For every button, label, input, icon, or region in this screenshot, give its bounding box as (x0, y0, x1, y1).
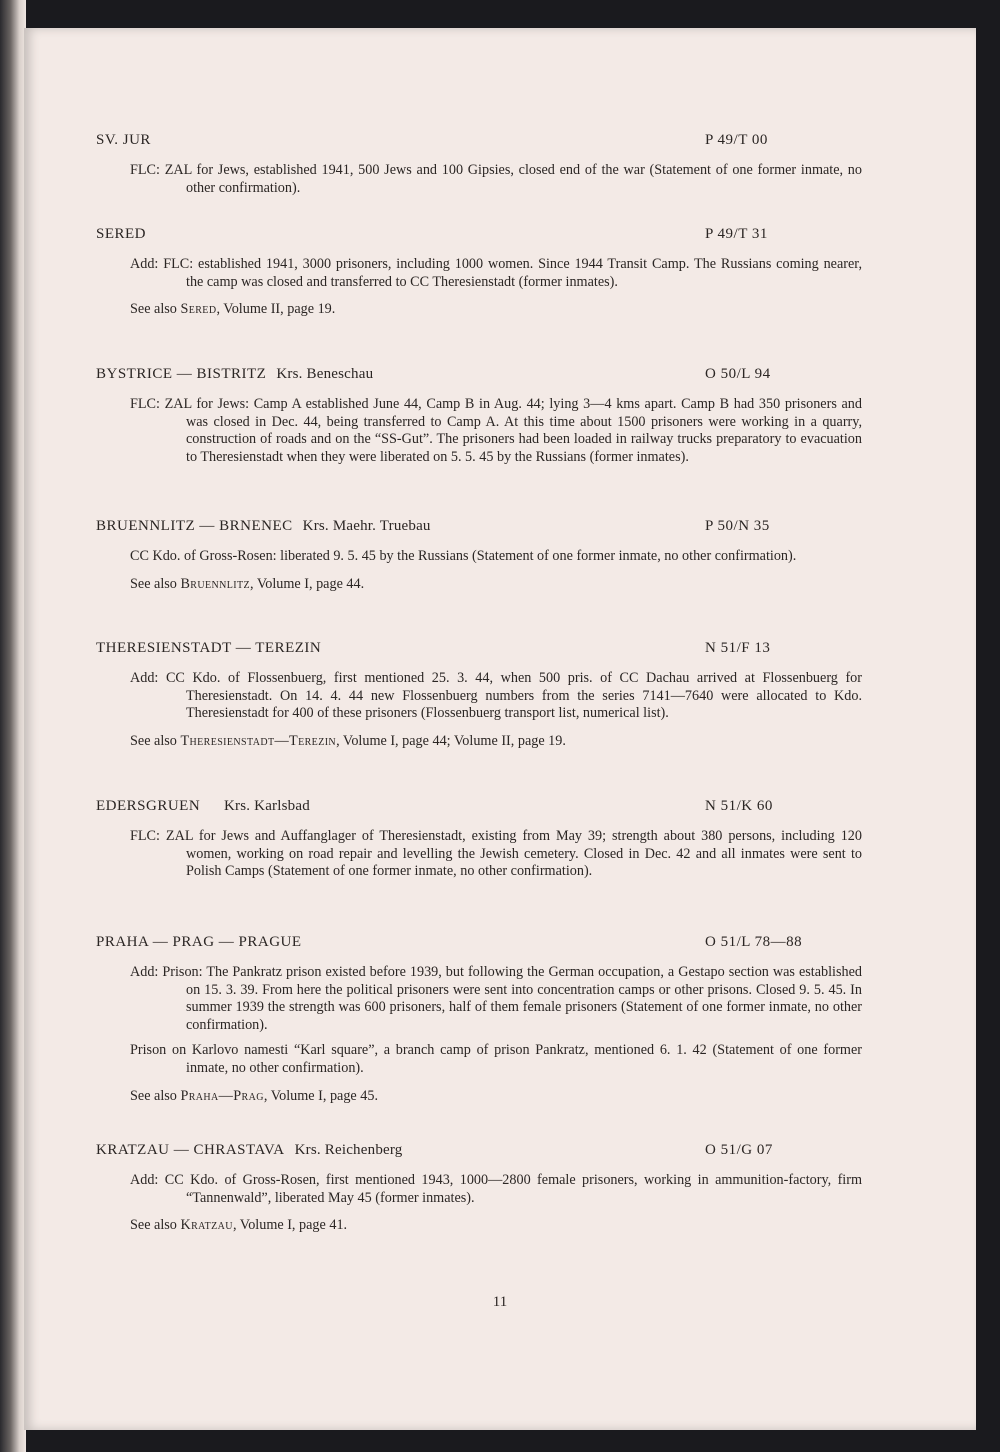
district-name: Krs. Karlsbad (224, 798, 310, 814)
entry-paragraph: Prison on Karlovo namesti “Karl square”, a branch camp of prison Pankratz, mentioned 6. 1. 42 (Statement of one former inmate, no other confirmation). (130, 1042, 862, 1076)
entry-heading (24, 934, 976, 956)
entry-praha (24, 934, 976, 1105)
entry-heading (24, 226, 976, 248)
see-also-line (130, 1088, 870, 1106)
place-name-text: BRUENNLITZ — BRNENEC (96, 518, 293, 534)
entry-theresienstadt (24, 640, 976, 750)
grid-reference: N 51/K 60 (705, 798, 773, 814)
place-name: SV. JUR (96, 132, 151, 148)
document-page (24, 28, 976, 1430)
entry-heading (24, 798, 976, 820)
see-also-reference: , Volume I, page 44; Volume II, page 19. (336, 732, 566, 749)
see-also-name: Bruennlitz (180, 575, 250, 592)
place-name: EDERSGRUEN (96, 798, 201, 814)
entry-kratzau (24, 1142, 976, 1235)
entry-paragraph: Add: CC Kdo. of Flossenbuerg, first mentioned 25. 3. 44, when 500 pris. of CC Dachau arrived at Flossenbuerg for Theresienstadt. On 14. 4. 44 new Flossenbuerg numbers from the series 7141—7640 were allocated to Kdo. Theresienstadt for 400 of these prisoners (Flossenbuerg transport list, numerical list). (130, 670, 862, 722)
grid-reference: N 51/F 13 (705, 640, 771, 656)
see-also-line (130, 301, 870, 319)
grid-reference: P 49/T 31 (705, 226, 768, 242)
see-also-prefix: See also (130, 575, 177, 592)
entry-paragraph: CC Kdo. of Gross-Rosen: liberated 9. 5. 45 by the Russians (Statement of one former inmate, no other confirmation). (130, 548, 797, 564)
entry-paragraph: Add: FLC: established 1941, 3000 prisoners, including 1000 women. Since 1944 Transit Camp. The Russians coming nearer, the camp was closed and transferred to CC Theresienstadt (former inmates). (130, 256, 862, 290)
entry-sered (24, 226, 976, 319)
see-also-reference: , Volume II, page 19. (216, 301, 336, 318)
grid-reference: O 51/G 07 (705, 1142, 773, 1158)
page-number: 11 (492, 1294, 508, 1310)
entry-paragraph: Add: CC Kdo. of Gross-Rosen, first mentioned 1943, 1000—2800 female prisoners, working in ammunition-factory, firm “Tannenwald”, liberated May 45 (former inmates). (130, 1172, 862, 1206)
place-name-text: BYSTRICE — BISTRITZ (96, 366, 267, 382)
entry-heading (24, 366, 976, 388)
see-also-line (130, 733, 870, 751)
book-spine (0, 0, 26, 1452)
entry-heading (24, 132, 976, 154)
see-also-name: Kratzau (180, 1217, 233, 1234)
grid-reference: P 50/N 35 (705, 518, 770, 534)
grid-reference: O 50/L 94 (705, 366, 771, 382)
see-also-name: Theresienstadt—Terezin (180, 732, 337, 749)
see-also-prefix: See also (130, 1087, 177, 1104)
entry-heading (24, 518, 976, 540)
district-name: Krs. Beneschau (276, 366, 374, 382)
place-name: THERESIENSTADT — TEREZIN (96, 640, 322, 656)
grid-reference: O 51/L 78—88 (705, 934, 803, 950)
place-name (96, 518, 431, 535)
place-name: SERED (96, 226, 147, 242)
place-name-text: KRATZAU — CHRASTAVA (96, 1142, 285, 1158)
entry-edersgruen (24, 798, 976, 881)
see-also-prefix: See also (130, 301, 177, 318)
entry-paragraph: FLC: ZAL for Jews and Auffanglager of Theresienstadt, existing from May 39; strength about 380 persons, including 120 women, working on road repair and levelling the Jewish cemetery. Closed in Dec. 42 and all inmates were sent to Polish Camps (Statement of one former inmate, no other confirmation). (130, 828, 862, 880)
entry-bystrice (24, 366, 976, 466)
see-also-line (130, 576, 870, 594)
see-also-reference: , Volume I, page 44. (250, 575, 365, 592)
place-name (96, 366, 373, 383)
entry-paragraph: FLC: ZAL for Jews, established 1941, 500 Jews and 100 Gipsies, closed end of the war (Statement of one former inmate, no other confirmation). (130, 162, 862, 196)
entry-paragraph: Add: Prison: The Pankratz prison existed before 1939, but following the German occupation, a Gestapo section was established on 15. 3. 39. From here the political prisoners were sent into concentration camps or other prisons. Closed 9. 5. 45. In summer 1939 the strength was 600 prisoners, half of them female prisoners (Statement of one former inmate, no other confirmation). (130, 964, 862, 1033)
see-also-line (130, 1217, 870, 1235)
see-also-prefix: See also (130, 1217, 177, 1234)
see-also-reference: , Volume I, page 41. (232, 1217, 348, 1234)
entry-sv-jur (24, 132, 976, 197)
entry-heading (24, 1142, 976, 1164)
see-also-reference: , Volume I, page 45. (263, 1087, 379, 1104)
place-name: PRAHA — PRAG — PRAGUE (96, 934, 302, 950)
entry-bruennlitz (24, 518, 976, 593)
entry-paragraph: FLC: ZAL for Jews: Camp A established June 44, Camp B in Aug. 44; lying 3—4 kms apart. Camp B had 350 prisoners and was closed in Dec. 44, being transferred to Camp A. At this time about 1500 prisoners were working in a quarry, construction of roads and on the “SS-Gut”. The prisoners had been loaded in railway trucks preparatory to evacuation to Theresienstadt when they were liberated on 5. 5. 45 by the Russians (former inmates). (130, 396, 862, 465)
entry-heading (24, 640, 976, 662)
district-name: Krs. Reichenberg (294, 1142, 403, 1158)
grid-reference: P 49/T 00 (705, 132, 768, 148)
district-name: Krs. Maehr. Truebau (302, 518, 431, 534)
see-also-name: Sered (180, 301, 217, 318)
see-also-prefix: See also (130, 732, 177, 749)
place-name (96, 1142, 403, 1159)
see-also-name: Praha—Prag (180, 1087, 264, 1104)
